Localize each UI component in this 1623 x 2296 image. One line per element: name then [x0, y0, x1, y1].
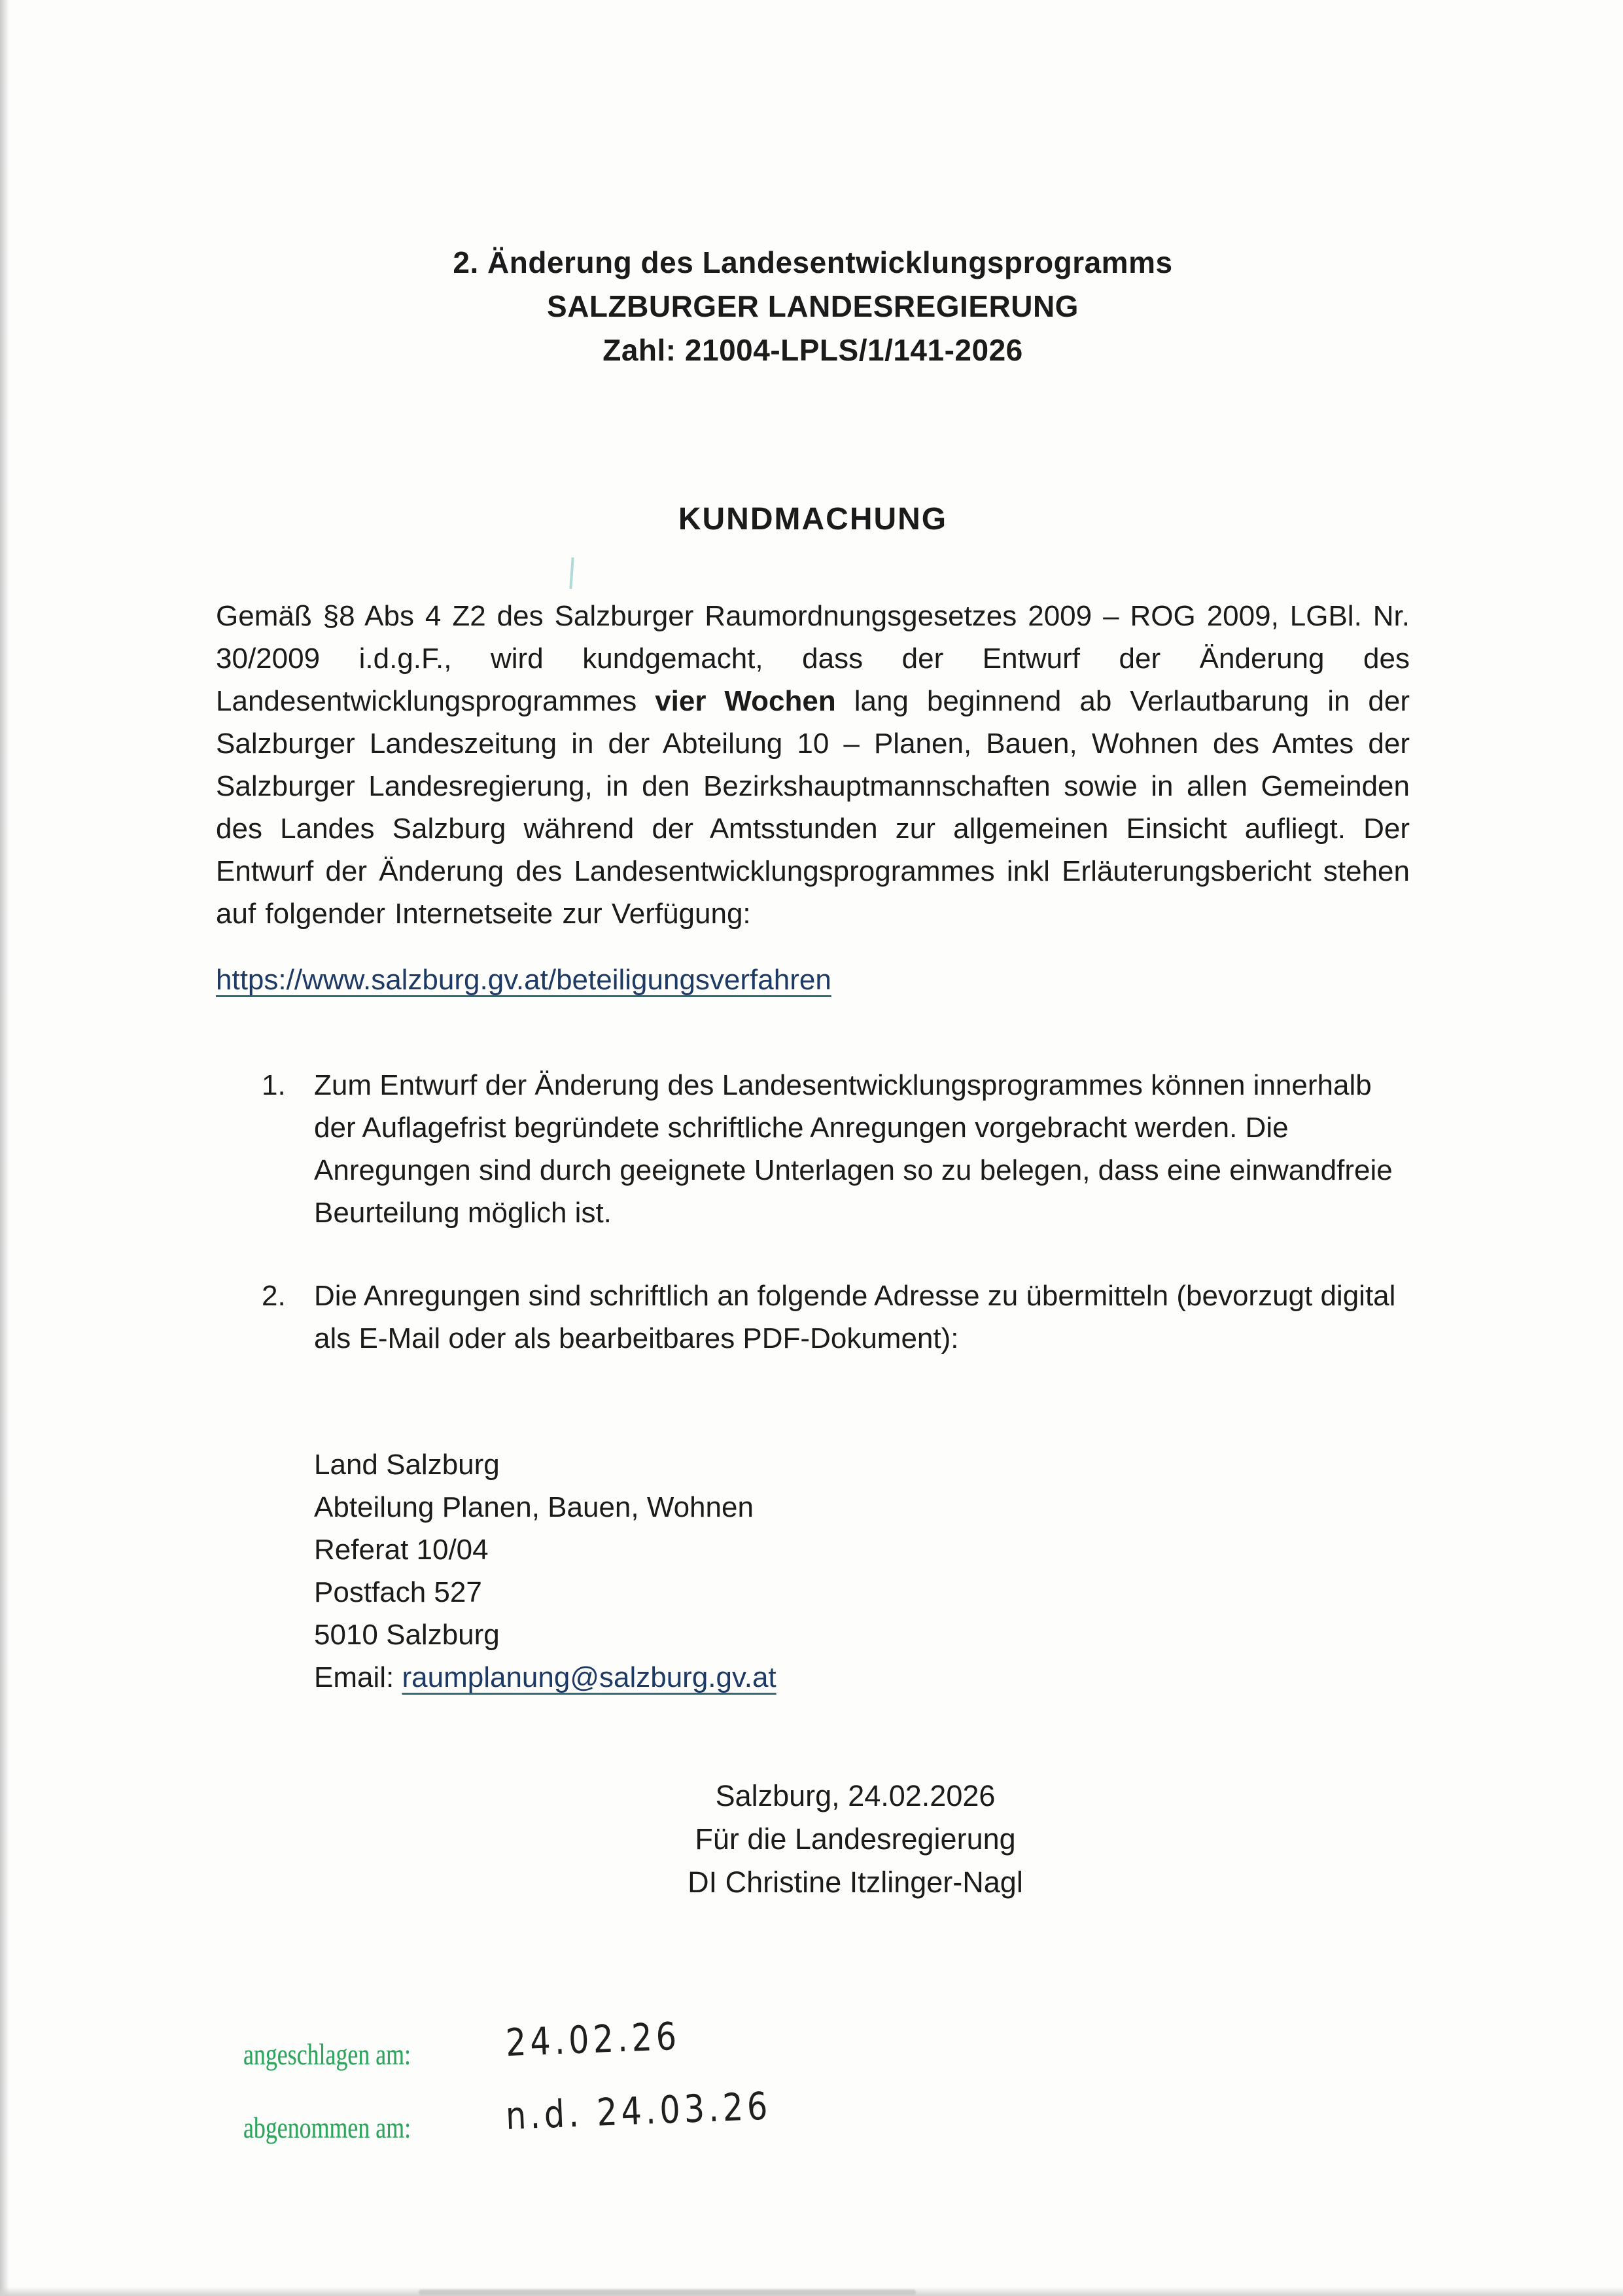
email-link[interactable]: raumplanung@salzburg.gv.at: [402, 1661, 777, 1693]
intro-text-before-bold: Gemäß §8 Abs 4 Z2 des Salzburger Raumordnungsgesetzes 2009 – ROG 2009, LGBl. Nr. 30/2009 i.d.g.F., wird kundgemacht, dass der Entwurf der Änderung des Landesentwicklungsprogrammes: [216, 600, 1410, 717]
stamp-posted-row: [243, 2013, 1410, 2095]
scan-left-edge: [0, 0, 9, 2296]
list-item-number: 2.: [262, 1280, 286, 1312]
address-email-line: [314, 1656, 1410, 1699]
signature-name: DI Christine Itzlinger-Nagl: [688, 1865, 1023, 1899]
beteiligungsverfahren-link[interactable]: https://www.salzburg.gv.at/beteiligungsverfahren: [216, 964, 831, 996]
document-title: KUNDMACHUNG: [678, 502, 948, 537]
email-label: Email:: [314, 1661, 402, 1693]
signature-on-behalf: Für die Landesregierung: [695, 1822, 1016, 1856]
address-city: 5010 Salzburg: [314, 1619, 500, 1651]
handwritten-removed-date: n.d. 24.03.26: [504, 2083, 773, 2138]
list-item: [216, 1275, 1410, 1360]
document-header: [216, 241, 1410, 372]
header-authority-line: SALZBURGER LANDESREGIERUNG: [547, 289, 1079, 323]
list-item: [216, 1064, 1410, 1234]
intro-text-after-bold: lang beginnend ab Verlautbarung in der Salzburger Landeszeitung in der Abteilung 10 – Planen, Bauen, Wohnen des Amtes der Salzburger Landesregierung, in den Bezirkshauptmannschaften sowie in allen Gemeinden des Landes Salzburg während der Amtsstunden zur allgemeinen Einsicht aufliegt. Der Entwurf der Änderung des Landesentwicklungsprogrammes inkl Erläuterungsbericht stehen auf folgender Internetseite zur Verfügung:: [216, 685, 1410, 930]
stamp-posted-label: angeschlagen am:: [243, 2038, 411, 2071]
stamp-removed-row: [243, 2083, 1410, 2168]
address-department: Abteilung Planen, Bauen, Wohnen: [314, 1491, 754, 1523]
intro-bold-duration: vier Wochen: [655, 685, 836, 717]
address-organization: Land Salzburg: [314, 1449, 500, 1481]
list-item-text: Zum Entwurf der Änderung des Landesentwicklungsprogrammes können innerhalb der Auflagefrist begründete schriftliche Anregungen vorgebracht werden. Die Anregungen sind durch geeignete Unterlagen so zu belegen, dass eine einwandfreie Beurteilung möglich ist.: [314, 1069, 1393, 1229]
list-item-number: 1.: [262, 1069, 286, 1101]
address-referat: Referat 10/04: [314, 1534, 489, 1566]
scan-smudge: [419, 2289, 916, 2295]
signature-place-date: Salzburg, 24.02.2026: [715, 1779, 996, 1812]
numbered-list: [216, 1064, 1410, 1360]
stamp-removed-label: abgenommen am:: [243, 2111, 411, 2144]
handwritten-posted-date: 24.02.26: [504, 2013, 682, 2065]
document-content: [216, 241, 1410, 2168]
posting-stamp-block: [243, 2013, 1410, 2168]
intro-paragraph: [216, 595, 1410, 935]
website-link-line: [216, 959, 1410, 1001]
list-item-text: Die Anregungen sind schriftlich an folgende Adresse zu übermitteln (bevorzugt digital als E-Mail oder als bearbeitbares PDF-Dokument):: [314, 1280, 1396, 1354]
header-subject-line: 2. Änderung des Landesentwicklungsprogramms: [453, 245, 1173, 279]
signature-block: [301, 1775, 1410, 1904]
header-reference-number: Zahl: 21004-LPLS/1/141-2026: [602, 333, 1023, 367]
address-postfach: Postfach 527: [314, 1576, 482, 1608]
postal-address-block: [314, 1443, 1410, 1699]
